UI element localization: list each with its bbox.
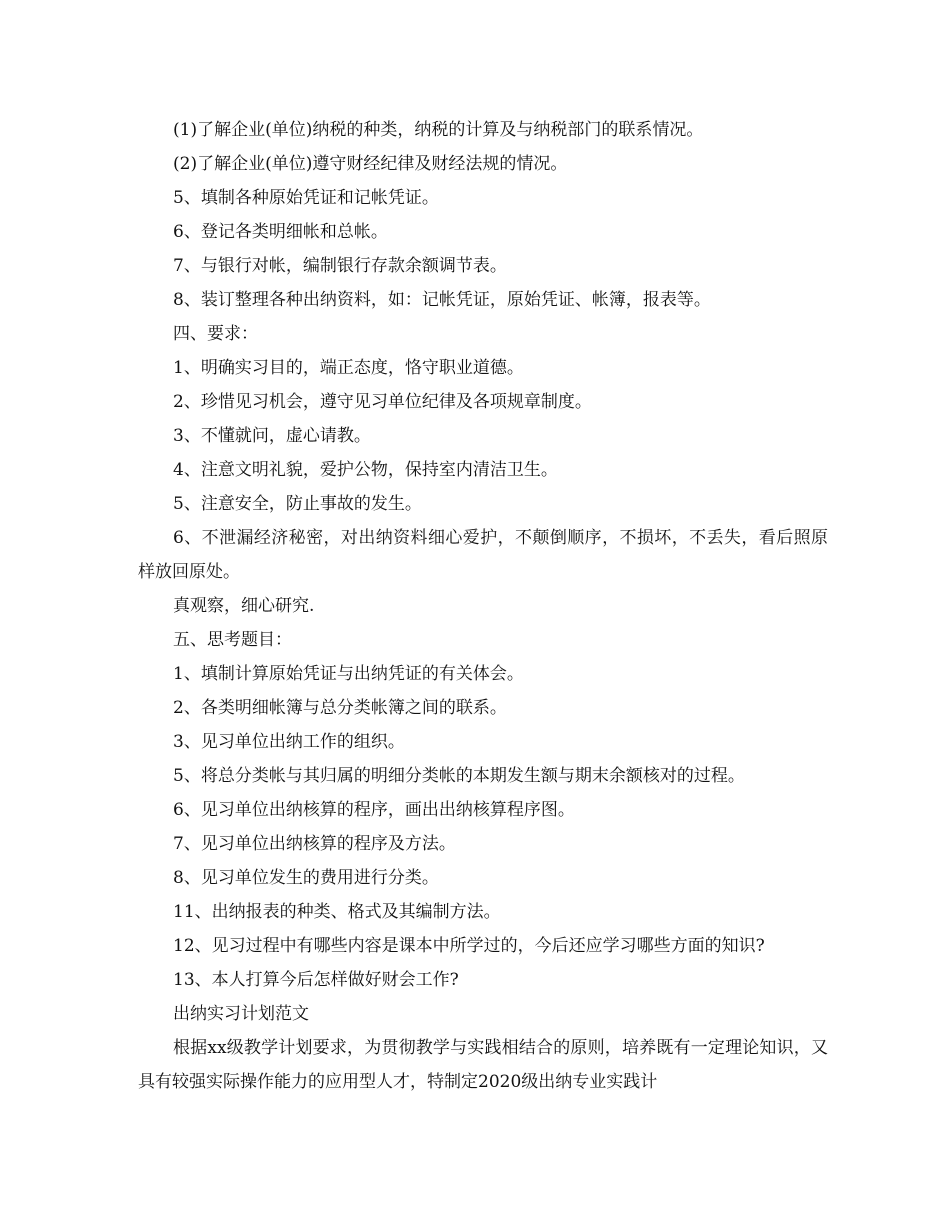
list-item: 6、不泄漏经济秘密，对出纳资料细心爱护，不颠倒顺序，不损坏，不丢失，看后照原样放回原处。	[138, 528, 828, 582]
list-item: 8、见习单位发生的费用进行分类。	[173, 868, 439, 888]
list-item: 1、填制计算原始凭证与出纳凭证的有关体会。	[173, 664, 524, 684]
list-item: 5、填制各种原始凭证和记帐凭证。	[173, 188, 439, 208]
list-item: 11、出纳报表的种类、格式及其编制方法。	[173, 902, 501, 922]
list-item: 12、见习过程中有哪些内容是课本中所学过的，今后还应学习哪些方面的知识?	[173, 936, 765, 956]
list-item: 7、见习单位出纳核算的程序及方法。	[173, 834, 456, 854]
list-item: 7、与银行对帐，编制银行存款余额调节表。	[173, 256, 507, 276]
section-heading-questions: 五、思考题目：	[173, 630, 292, 650]
paragraph-financial-discipline: (2)了解企业(单位)遵守财经纪律及财经法规的情况。	[173, 154, 568, 174]
list-item: 6、登记各类明细帐和总帐。	[173, 222, 388, 242]
section-heading-requirements: 四、要求：	[173, 324, 258, 344]
list-item: 13、本人打算今后怎样做好财会工作?	[173, 970, 459, 990]
list-item: 3、见习单位出纳工作的组织。	[173, 732, 405, 752]
paragraph-tax-types: (1)了解企业(单位)纳税的种类，纳税的计算及与纳税部门的联系情况。	[173, 120, 704, 140]
list-item: 4、注意文明礼貌，爱护公物，保持室内清洁卫生。	[173, 460, 558, 480]
list-item: 6、见习单位出纳核算的程序，画出出纳核算程序图。	[173, 800, 575, 820]
list-item: 5、注意安全，防止事故的发生。	[173, 494, 422, 514]
paragraph-observe: 真观察，细心研究.	[173, 596, 315, 616]
document-body	[138, 113, 828, 1099]
list-item: 5、将总分类帐与其归属的明细分类帐的本期发生额与期末余额核对的过程。	[173, 766, 745, 786]
paragraph-plan-intro: 根据xx级教学计划要求，为贯彻教学与实践相结合的原则，培养既有一定理论知识，又具有较强实际操作能力的应用型人才，特制定2020级出纳专业实践计	[138, 1038, 828, 1092]
list-item: 1、明确实习目的，端正态度，恪守职业道德。	[173, 358, 524, 378]
list-item: 3、不懂就问，虚心请教。	[173, 426, 371, 446]
list-item: 8、装订整理各种出纳资料，如：记帐凭证，原始凭证、帐簿，报表等。	[173, 290, 711, 310]
section-title-plan: 出纳实习计划范文	[173, 1004, 309, 1024]
list-item: 2、珍惜见习机会，遵守见习单位纪律及各项规章制度。	[173, 392, 592, 412]
list-item: 2、各类明细帐簿与总分类帐簿之间的联系。	[173, 698, 507, 718]
